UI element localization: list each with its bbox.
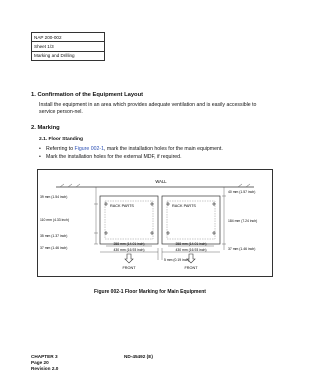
section-2-heading: 2. Marking (31, 125, 60, 131)
footer-page: Page 20 (31, 360, 49, 365)
instruction-list (39, 146, 269, 161)
section-1-body: Install the equipment in an area which provides adequate ventilation and is easily accessible to service person-nel. (39, 102, 257, 116)
front-label: FRONT (122, 266, 136, 270)
sheet-cell: Sheet 1/3 (32, 42, 105, 51)
front-label: FRONT (184, 266, 198, 270)
figure-caption: Figure 002-1 Floor Marking for Main Equipment (94, 289, 206, 295)
list-item (39, 154, 269, 162)
subsection-2-1-heading: 2.1. Floor Standing (39, 137, 84, 142)
footer-revision: Revision 2.0 (31, 366, 59, 371)
section-1-heading: 1. Confirmation of the Equipment Layout (31, 92, 144, 98)
list-item-text: Mark the installation holes for the external MDF, if required. (46, 153, 182, 160)
width-dim-label: 358 mm (14.01 inch) (113, 242, 145, 246)
right-dim-label: 40 mm (1.57 inch) (228, 190, 256, 194)
footer-chapter: CHAPTER 3 (31, 354, 58, 359)
wall-label: WALL (155, 179, 167, 184)
figure-link[interactable]: Figure 002-1 (74, 146, 104, 152)
floor-marking-diagram (38, 170, 272, 276)
front-arrow-icon (125, 254, 133, 263)
right-dimension-lines (222, 187, 226, 250)
bullet-icon: • (39, 153, 41, 160)
left-dim-label: 37 mm (1.46 inch) (40, 246, 68, 250)
left-dim-label: 39 mm (1.54 inch) (40, 195, 68, 199)
width-dim-label: 358 mm (14.01 inch) (175, 242, 207, 246)
gap-dim-label: 5 mm (0.19 inch) (164, 258, 190, 262)
width-dim-label: 430 mm (16.93 inch) (113, 248, 145, 252)
document-id-table (31, 32, 105, 61)
right-dim-label: 37 mm (1.46 inch) (228, 247, 256, 251)
left-dim-label: 110 mm (4.33 inch) (40, 218, 69, 222)
right-dim-label: 184 mm (7.24 inch) (228, 219, 258, 223)
bullet-icon: • (39, 146, 41, 152)
footer-doc-number: ND-45492 (E) (124, 354, 153, 359)
list-item (39, 146, 269, 154)
wall-hatching (60, 184, 250, 187)
footer-left (31, 354, 58, 372)
width-dim-label: 430 mm (16.93 inch) (175, 248, 207, 252)
doc-title-cell: Marking and Drilling (32, 51, 105, 60)
rack-label-left: RACK PARTS (110, 204, 134, 208)
left-dim-label: 35 mm (1.37 inch) (40, 234, 68, 238)
rack-label-right: RACK PARTS (172, 204, 196, 208)
figure-frame (37, 169, 273, 277)
doc-id-cell: NAP 200-002 (32, 33, 105, 42)
list-item-text: Referring to (46, 146, 75, 152)
left-dimension-lines (94, 187, 98, 244)
list-item-text: , mark the installation holes for the main equipment. (103, 146, 223, 152)
